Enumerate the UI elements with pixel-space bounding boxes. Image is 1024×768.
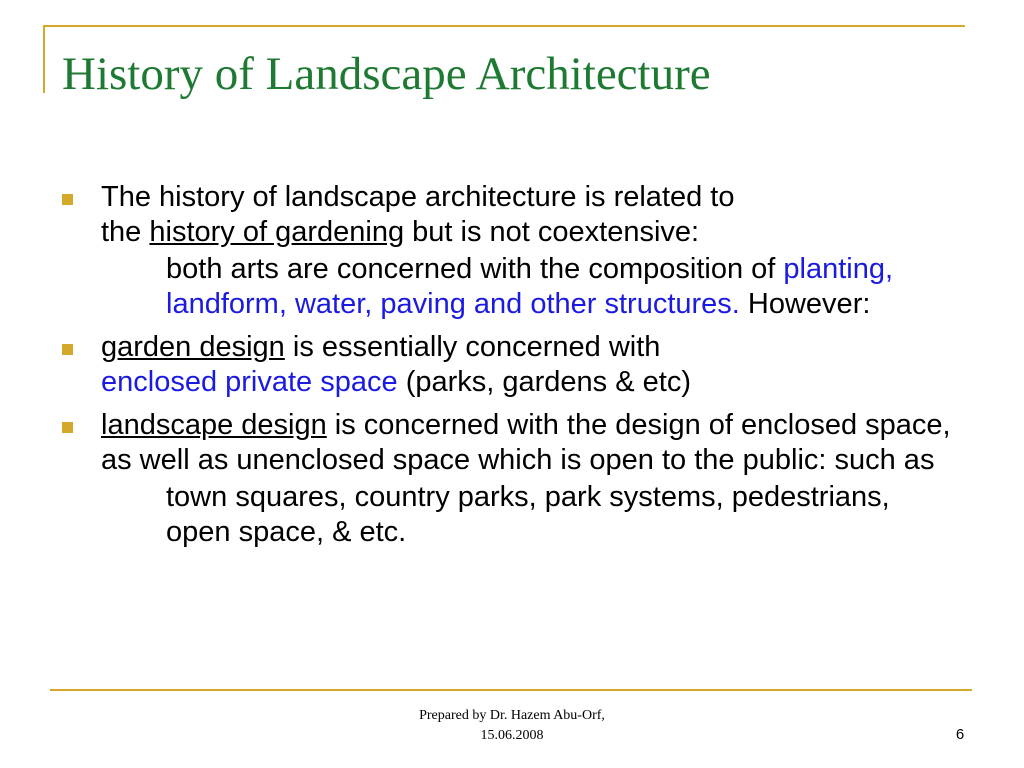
bullet-text: (parks, gardens & etc) (397, 366, 691, 398)
bullet-text: is concerned with the design of enclosed space, as well as unenclosed space which is open to the public: such as (101, 409, 951, 476)
footer-date: 15.06.2008 (480, 728, 544, 743)
bullet-text: is essentially concerned with (284, 331, 661, 363)
square-bullet-icon (62, 344, 73, 355)
slide-title: History of Landscape Architecture (62, 48, 711, 100)
sub-text: However: (739, 288, 871, 320)
sub-item-examples (62, 480, 962, 550)
enclosed-private-space-highlight: enclosed private space (101, 366, 398, 398)
bullet-item-landscape-design (62, 408, 962, 478)
bullet-text: The history of landscape architecture is related to (101, 181, 735, 213)
square-bullet-icon (62, 194, 73, 205)
sub-item-composition (62, 252, 962, 322)
composition-highlight: planting, landform, water, paving and other structures. (166, 253, 894, 320)
square-bullet-icon (62, 422, 73, 433)
history-of-gardening-term: history of gardening (149, 216, 405, 248)
sub-text: town squares, country parks, park systems, pedestrians, open space, & etc. (166, 481, 890, 548)
landscape-design-term: landscape design (101, 409, 327, 441)
bullet-text: but is not coextensive: (404, 216, 700, 248)
bullet-item-history (62, 180, 962, 250)
page-number: 6 (955, 726, 965, 743)
footer-divider (50, 689, 972, 691)
garden-design-term: garden design (101, 331, 285, 363)
sub-text: both arts are concerned with the composition of (166, 253, 784, 285)
bullet-item-garden-design (62, 330, 962, 400)
frame-top-line (43, 25, 965, 27)
bullet-text: the (101, 216, 150, 248)
footer-credit (312, 706, 712, 746)
frame-left-line (43, 25, 45, 93)
slide-content (62, 180, 962, 558)
footer-author: Prepared by Dr. Hazem Abu-Orf, (419, 708, 605, 723)
